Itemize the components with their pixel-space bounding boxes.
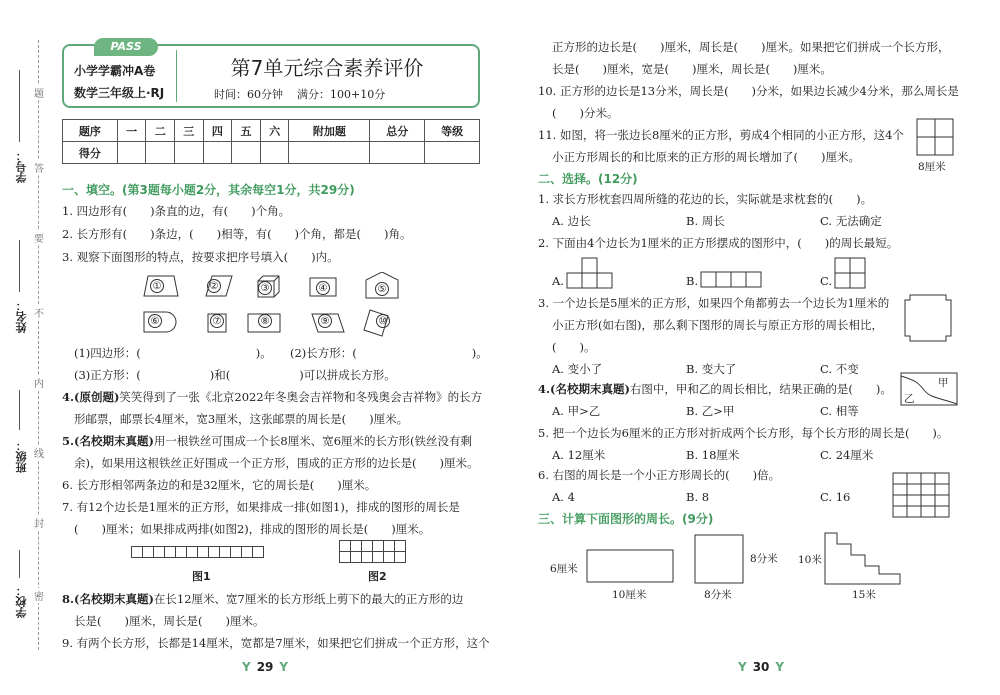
student-id-label: 学号： [15, 150, 28, 183]
question-5-line-2: 余)，如果用这根铁丝正好围成一个正方形，围成的正方形的边长是( )厘米。 [74, 456, 479, 470]
choice-2: 2. 下面由4个边长为1厘米的正方形摆成的图形中，( )的周长最短。 [538, 236, 899, 250]
choice-5-option-b[interactable]: B. 18厘米 [686, 448, 740, 462]
choice-2-figure-c [834, 256, 870, 292]
choice-3-option-b[interactable]: B. 变大了 [686, 362, 737, 376]
question-11: 11. 如图，将一张边长8厘米的正方形，剪成4个相同的小正方形，这4个 [538, 128, 904, 142]
choice-5-option-a[interactable]: A. 12厘米 [552, 448, 606, 462]
square-side-label: 8分米 [750, 553, 778, 565]
choice-3-line-3: ( )。 [552, 340, 596, 354]
section-fill-in-title: 一、填空。(第3题每小题2分，其余每空1分，共29分) [62, 183, 355, 197]
binding-margin: 学校： 班级： 姓名： 学号： 密 封 线 内 不 要 答 题 [12, 40, 44, 650]
score-cell[interactable] [260, 142, 289, 164]
stairs-width-label: 15米 [852, 589, 876, 601]
question-4-line-2: 形邮票，邮票长4厘米，宽3厘米，这张邮票的周长是( )厘米。 [74, 412, 409, 426]
question-9-line-3: 长是( )厘米，宽是( )厘米，周长是( )厘米。 [552, 62, 832, 76]
score-cell[interactable] [370, 142, 425, 164]
choice-6-option-a[interactable]: A. 4 [552, 490, 575, 504]
question-10-line-2: ( )分米。 [552, 106, 619, 120]
choice-6-grid-figure [892, 472, 952, 520]
choice-2-option-c[interactable]: C. [820, 274, 833, 288]
figure-1-label: 图1 [192, 570, 211, 583]
choice-4-option-a[interactable]: A. 甲>乙 [552, 404, 601, 418]
rect-width-label: 10厘米 [612, 589, 647, 601]
question-10: 10. 正方形的边长是13分米，周长是( )分米，如果边长减少4分米，那么周长是 [538, 84, 959, 98]
choice-4-option-b[interactable]: B. 乙>甲 [686, 404, 735, 418]
choice-3-line-2: 小正方形(如右图)，那么剩下图形的周长与原正方形的周长相比， [552, 318, 883, 332]
question-8-line-2: 长是( )厘米，周长是( )厘米。 [74, 614, 265, 628]
score-cell[interactable] [425, 142, 480, 164]
school-label: 学校： [15, 585, 28, 618]
choice-6-option-b[interactable]: B. 8 [686, 490, 710, 504]
choice-1-option-a[interactable]: A. 边长 [552, 214, 591, 228]
choice-5: 5. 把一个边长为6厘米的正方形对折成两个长方形，每个长方形的周长是( )。 [538, 426, 949, 440]
choice-1-option-b[interactable]: B. 周长 [686, 214, 725, 228]
square-bottom-label: 8分米 [704, 589, 732, 601]
score-cell[interactable] [117, 142, 146, 164]
choice-4-label-a: 甲 [938, 377, 949, 389]
class-label: 班级： [15, 440, 28, 473]
exam-header [62, 40, 480, 108]
question-4: 4.(原创题)笑笑得到了一张《北京2022年冬奥会吉祥物和冬残奥会吉祥物》的长方 [62, 390, 483, 404]
grade-label: 数学三年级上·RJ [74, 86, 165, 100]
question-11-line-2: 小正方形周长的和比原来的正方形的周长增加了( )厘米。 [552, 150, 860, 164]
score-table [62, 119, 480, 164]
choice-2-option-b[interactable]: B. [686, 274, 699, 288]
choice-3-cut-square-figure [904, 294, 954, 344]
page-number-left: Y 29 Y [242, 660, 289, 674]
pass-logo: PASS [94, 38, 158, 56]
question-9: 9. 有两个长方形，长都是14厘米，宽都是7厘米，如果把它们拼成一个正方形，这个 [62, 636, 490, 650]
name-label: 姓名： [15, 300, 28, 333]
figure-2-two-rows [340, 540, 406, 563]
choice-6: 6. 右图的周长是一个小正方形周长的( )倍。 [538, 468, 781, 482]
choice-6-option-c[interactable]: C. 16 [820, 490, 851, 504]
staircase-figure [824, 532, 904, 586]
unit-title: 第7单元综合素养评价 [230, 56, 424, 80]
left-page: 学校： 班级： 姓名： 学号： 密 封 线 内 不 要 答 题 PASS 小学学霸冲A卷 数学三年级上·RJ 第7单元综合素养评价 时间：60分钟 满分：100+10分 题序 一 二 三 四 五 六 附加题 总分 等级 得分 一、填空。(第3题每小题2分，其余每空1分，共29分) 1. 四边形有( )条直的边，有( )个角。 2. 长方形有( )条边，( )相等，有( )个角，都是( )角。 3. 观察下面图形的特点，按要求把序号填入( )内。 ① ② ③ ④ ⑤ ⑥ ⑦ ⑧ ⑨ ⑩ (1)四边形：( )。 (2)长方形：( )。 (3)正方形：( )和( )可以拼成长方形。 4.(原创题)笑笑得到了一张《北京2022年冬奥会吉祥物和冬残奥会吉祥物》的长方 形邮票，邮票长4厘米，宽3厘米，这张邮票的周长是( )厘米。 5.(名校期末真题)用一根铁丝可围成一个长8厘米、宽6厘米的长方形(铁丝没有剩 余)，如果用这根铁丝正好围成一个正方形，围成的正方形的边长是( )厘米。 6. 长方形相邻两条边的和是32厘米，它的周长是( )厘米。 7. 有12个边长是1厘米的正方形，如果排成一排(如图1)，排成的图形的周长是 ( )厘米；如果排成两排(如图2)，排成的图形的周长是( )厘米。 图1 图2 8.(名校期末真题)在长12厘米、宽7厘米的长方形纸上剪下的最大的正方形的边 长是( )厘米，周长是( )厘米。 9. 有两个长方形，长都是14厘米，宽都是7厘米，如果把它们拼成一个正方形，这个 Y 29 Y [0, 0, 500, 695]
q11-square-figure [916, 118, 956, 158]
section-choice-title: 二、选择。(12分) [538, 172, 638, 186]
score-cell[interactable] [232, 142, 261, 164]
question-6: 6. 长方形相邻两条边的和是32厘米，它的周长是( )厘米。 [62, 478, 377, 492]
section-perimeter-title: 三、计算下面图形的周长。(9分) [538, 512, 714, 526]
question-7-line-2: ( )厘米；如果排成两排(如图2)，排成的图形的周长是( )厘米。 [74, 522, 431, 536]
choice-1: 1. 求长方形枕套四周所缝的花边的长，实际就是求枕套的( )。 [538, 192, 873, 206]
question-3-part-1: (1)四边形：( )。 [74, 346, 272, 360]
score-cell[interactable] [146, 142, 175, 164]
choice-4-option-c[interactable]: C. 相等 [820, 404, 859, 418]
right-page [500, 0, 1000, 695]
question-5: 5.(名校期末真题)用一根铁丝可围成一个长8厘米、宽6厘米的长方形(铁丝没有剩 [62, 434, 473, 448]
score-cell[interactable] [289, 142, 370, 164]
rect-height-label: 6厘米 [550, 563, 578, 575]
choice-2-option-a[interactable]: A. [552, 274, 564, 288]
page-number-right: Y 30 Y [738, 660, 785, 674]
question-8: 8.(名校期末真题)在长12厘米、宽7厘米的长方形纸上剪下的最大的正方形的边 [62, 592, 464, 606]
choice-2-figure-a [566, 256, 630, 290]
choice-4-label-b: 乙 [904, 393, 915, 405]
stairs-height-label: 10米 [798, 554, 822, 566]
figure-1-one-row [132, 546, 264, 558]
choice-4: 4.(名校期末真题)右图中，甲和乙的周长相比，结果正确的是( )。 [538, 382, 892, 396]
question-7: 7. 有12个边长是1厘米的正方形，如果排成一排(如图1)，排成的图形的周长是 [62, 500, 460, 514]
q3-shapes [130, 272, 410, 338]
score-cell[interactable] [174, 142, 203, 164]
score-table-score-row: 得分 [63, 142, 480, 164]
choice-1-option-c[interactable]: C. 无法确定 [820, 214, 882, 228]
square-figure [694, 534, 746, 586]
choice-3-option-c[interactable]: C. 不变 [820, 362, 859, 376]
score-cell[interactable] [203, 142, 232, 164]
choice-2-figure-b [700, 270, 766, 290]
exam-full-score: 满分：100+10分 [297, 88, 386, 101]
question-3-part-3: (3)正方形：( )和( )可以拼成长方形。 [74, 368, 396, 382]
choice-3: 3. 一个边长是5厘米的正方形，如果四个角都剪去一个边长为1厘米的 [538, 296, 890, 310]
exam-time: 时间：60分钟 满分：100+10分 [214, 88, 386, 101]
figure-2-label: 图2 [368, 570, 387, 583]
rectangle-figure [586, 549, 676, 585]
series-name: 小学学霸冲A卷 [74, 64, 156, 78]
choice-3-option-a[interactable]: A. 变小了 [552, 362, 603, 376]
question-3-part-2: (2)长方形：( )。 [290, 346, 488, 360]
question-1: 1. 四边形有( )条直的边，有( )个角。 [62, 204, 291, 218]
q11-dimension: 8厘米 [918, 161, 946, 173]
question-2: 2. 长方形有( )条边，( )相等，有( )个角，都是( )角。 [62, 227, 412, 241]
question-3: 3. 观察下面图形的特点，按要求把序号填入( )内。 [62, 250, 339, 264]
choice-5-option-c[interactable]: C. 24厘米 [820, 448, 874, 462]
score-table-header-row: 题序 一 二 三 四 五 六 附加题 总分 等级 [63, 120, 480, 142]
question-9-line-2: 正方形的边长是( )厘米，周长是( )厘米。如果把它们拼成一个长方形， [552, 40, 950, 54]
